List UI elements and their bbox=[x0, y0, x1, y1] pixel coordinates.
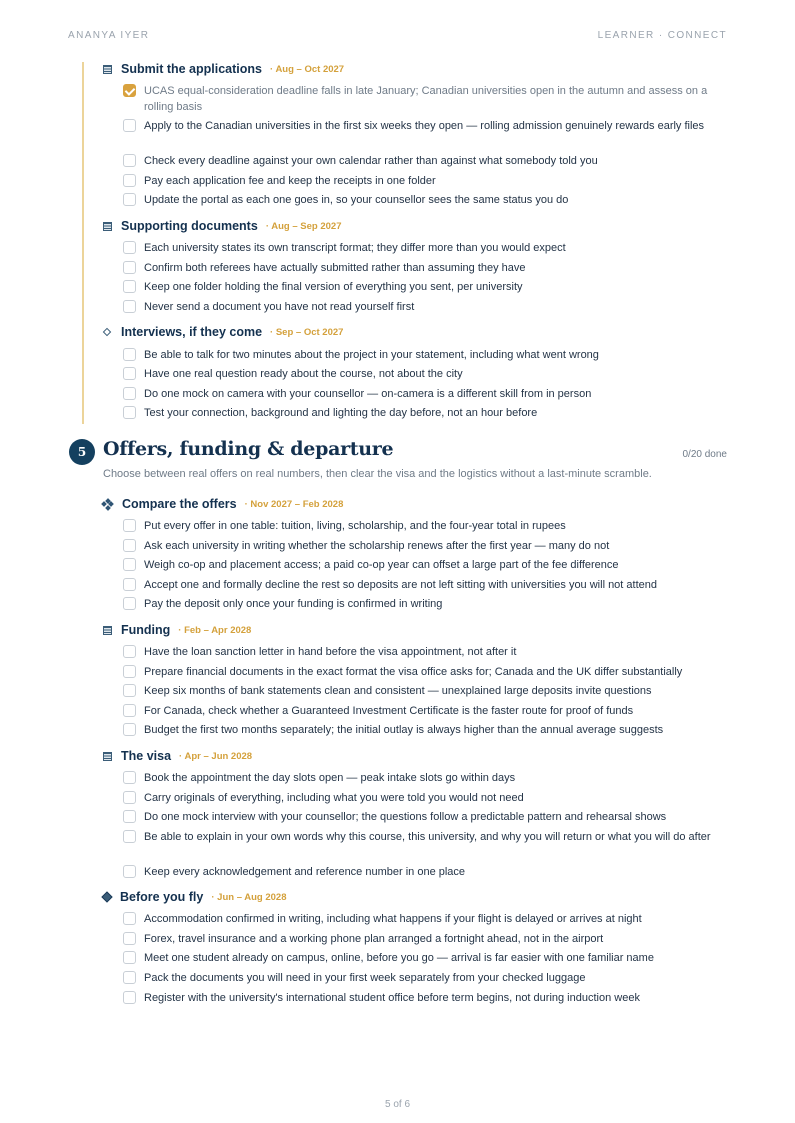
checklist-item bbox=[123, 596, 728, 612]
checkbox[interactable] bbox=[123, 406, 136, 419]
checklist-item bbox=[123, 173, 728, 189]
item-text: Register with the university's international student office before term begins, not during induction week bbox=[144, 992, 640, 1004]
diamond-outline-icon bbox=[103, 328, 111, 336]
group-header-submit bbox=[102, 61, 344, 77]
diamond-filled-icon bbox=[101, 891, 112, 902]
checklist-item bbox=[123, 664, 728, 680]
group-title: Compare the offers bbox=[122, 497, 237, 511]
checklist-item bbox=[123, 770, 728, 786]
checkbox[interactable] bbox=[123, 830, 136, 843]
checkbox[interactable] bbox=[123, 791, 136, 804]
checkbox[interactable] bbox=[123, 912, 136, 925]
section-title: Offers, funding & departure bbox=[103, 438, 394, 460]
item-text: Accommodation confirmed in writing, including what happens if your flight is delayed or arrives at night bbox=[144, 913, 642, 925]
item-text: Book the appointment the day slots open — peak intake slots go within days bbox=[144, 772, 516, 784]
checklist-item bbox=[123, 118, 728, 134]
item-text: Pack the documents you will need in your first week separately from your checked luggage bbox=[144, 972, 586, 984]
checkbox[interactable] bbox=[123, 367, 136, 380]
checklist-item bbox=[123, 518, 728, 534]
checklist-item bbox=[123, 386, 728, 402]
group-date: · Aug – Sep 2027 bbox=[265, 220, 342, 232]
checkbox[interactable] bbox=[123, 645, 136, 658]
group-title: Before you fly bbox=[120, 890, 204, 904]
group-header-funding bbox=[102, 622, 251, 638]
checklist-item bbox=[123, 990, 728, 1006]
checklist-item bbox=[123, 240, 728, 256]
item-text: UCAS equal-consideration deadline falls in late January; Canadian universities open in the autumn and assess on a rolling basis bbox=[144, 85, 708, 113]
checkbox[interactable] bbox=[123, 810, 136, 823]
checkbox-checked[interactable] bbox=[123, 84, 136, 97]
checkbox[interactable] bbox=[123, 684, 136, 697]
item-text: Accept one and formally decline the rest so deposits are not left sitting with universities you will not attend bbox=[144, 579, 657, 591]
item-text: Keep six months of bank statements clean and consistent — unexplained large deposits invite questions bbox=[144, 685, 652, 697]
item-text: Test your connection, background and lighting the day before, not an hour before bbox=[144, 407, 538, 419]
checkbox[interactable] bbox=[123, 387, 136, 400]
task-list-icon bbox=[103, 222, 112, 231]
item-text: Ask each university in writing whether the scholarship renews after the first year — many do not bbox=[144, 540, 610, 552]
checklist-item bbox=[123, 683, 728, 699]
checklist-item bbox=[123, 260, 728, 276]
checklist-item bbox=[123, 299, 728, 315]
page-number: 5 of 6 bbox=[384, 1099, 411, 1110]
checklist-item bbox=[123, 405, 728, 421]
item-text: Be able to explain in your own words why this course, this university, and why you will return or what you will do after bbox=[144, 831, 711, 843]
checklist-item bbox=[123, 538, 728, 554]
item-text: Each university states its own transcript format; they differ more than you would expect bbox=[144, 242, 566, 254]
group-date: · Feb – Apr 2028 bbox=[178, 624, 252, 636]
section-description: Choose between real offers on real numbers, then clear the visa and the logistics without a last-minute scramble. bbox=[103, 468, 652, 480]
item-text: Pay the deposit only once your funding is confirmed in writing bbox=[144, 598, 443, 610]
checkbox[interactable] bbox=[123, 597, 136, 610]
checkbox[interactable] bbox=[123, 991, 136, 1004]
item-text: Never send a document you have not read yourself first bbox=[144, 301, 415, 313]
checklist-item bbox=[123, 703, 728, 719]
item-text: Have the loan sanction letter in hand before the visa appointment, not after it bbox=[144, 646, 517, 658]
page-header bbox=[68, 30, 727, 41]
item-text: Pay each application fee and keep the receipts in one folder bbox=[144, 175, 436, 187]
item-text: Check every deadline against your own calendar rather than against what somebody told you bbox=[144, 155, 598, 167]
group-date: · Aug – Oct 2027 bbox=[270, 63, 345, 75]
item-text: Do one mock interview with your counsellor; the questions follow a predictable pattern and rehearsal shows bbox=[144, 811, 667, 823]
item-text: Put every offer in one table: tuition, living, scholarship, and the four-year total in rupees bbox=[144, 520, 566, 532]
checkbox[interactable] bbox=[123, 300, 136, 313]
checklist-item bbox=[123, 790, 728, 806]
checkbox[interactable] bbox=[123, 558, 136, 571]
checkbox[interactable] bbox=[123, 154, 136, 167]
checklist-item bbox=[123, 864, 728, 880]
checklist-item bbox=[123, 347, 728, 363]
checklist-item bbox=[123, 192, 728, 208]
item-text: Budget the first two months separately; the initial outlay is always higher than the annual average suggests bbox=[144, 724, 664, 736]
checklist-item bbox=[123, 809, 728, 825]
checkbox[interactable] bbox=[123, 578, 136, 591]
checkbox[interactable] bbox=[123, 971, 136, 984]
checkbox[interactable] bbox=[123, 348, 136, 361]
checklist-item bbox=[123, 153, 728, 169]
checkbox[interactable] bbox=[123, 241, 136, 254]
checkbox[interactable] bbox=[123, 723, 136, 736]
brand-name: LEARNER · CONNECT bbox=[597, 30, 727, 41]
checklist-item bbox=[123, 557, 728, 573]
item-text: Keep one folder holding the final version of everything you sent, per university bbox=[144, 281, 523, 293]
checklist-item bbox=[123, 950, 728, 966]
item-text: For Canada, check whether a Guaranteed Investment Certificate is the faster route for proof of funds bbox=[144, 705, 634, 717]
checklist-item bbox=[123, 83, 728, 115]
item-text: Prepare financial documents in the exact format the visa office asks for; Canada and the UK differ substantially bbox=[144, 666, 683, 678]
item-text: Apply to the Canadian universities in the first six weeks they open — rolling admission genuinely rewards early files bbox=[144, 120, 705, 132]
group-header-fly bbox=[102, 889, 287, 905]
author-name: ANANYA IYER bbox=[68, 30, 150, 41]
checkbox[interactable] bbox=[123, 771, 136, 784]
checkbox[interactable] bbox=[123, 539, 136, 552]
checkbox[interactable] bbox=[123, 932, 136, 945]
item-text: Keep every acknowledgement and reference number in one place bbox=[144, 866, 466, 878]
group-title: Supporting documents bbox=[121, 219, 258, 233]
group-date: · Sep – Oct 2027 bbox=[270, 326, 344, 338]
checklist-item bbox=[123, 722, 728, 738]
item-text: Update the portal as each one goes in, so your counsellor sees the same status you do bbox=[144, 194, 569, 206]
checkbox[interactable] bbox=[123, 865, 136, 878]
item-text: Carry originals of everything, including what you were told you would not need bbox=[144, 792, 524, 804]
group-header-supporting bbox=[102, 218, 342, 234]
item-text: Meet one student already on campus, online, before you go — arrival is far easier with one familiar name bbox=[144, 952, 654, 964]
checklist-item bbox=[123, 970, 728, 986]
group-header-compare bbox=[102, 496, 343, 512]
item-text: Forex, travel insurance and a working phone plan arranged a fortnight ahead, not in the airport bbox=[144, 933, 604, 945]
group-header-visa bbox=[102, 748, 252, 764]
task-list-icon bbox=[103, 65, 112, 74]
group-title: The visa bbox=[121, 749, 172, 763]
checklist-item bbox=[123, 366, 728, 382]
checkbox[interactable] bbox=[123, 519, 136, 532]
checkbox[interactable] bbox=[123, 119, 136, 132]
item-text: Have one real question ready about the course, not about the city bbox=[144, 368, 463, 380]
task-list-icon bbox=[103, 626, 112, 635]
item-text: Weigh co-op and placement access; a paid co-op year can offset a large part of the fee difference bbox=[144, 559, 619, 571]
group-date: · Jun – Aug 2028 bbox=[211, 891, 287, 903]
section-progress: 0/20 done bbox=[682, 449, 727, 460]
item-text: Confirm both referees have actually submitted rather than assuming they have bbox=[144, 262, 526, 274]
checklist-item bbox=[123, 931, 728, 947]
timeline-line bbox=[82, 62, 84, 424]
checkbox[interactable] bbox=[123, 261, 136, 274]
checklist-item bbox=[123, 279, 728, 295]
item-text: Be able to talk for two minutes about the project in your statement, including what went wrong bbox=[144, 349, 599, 361]
checkbox[interactable] bbox=[123, 951, 136, 964]
checklist-item bbox=[123, 829, 728, 845]
group-date: · Nov 2027 – Feb 2028 bbox=[244, 498, 344, 510]
checkbox[interactable] bbox=[123, 280, 136, 293]
checkbox[interactable] bbox=[123, 665, 136, 678]
task-list-icon bbox=[103, 752, 112, 761]
checklist-item bbox=[123, 911, 728, 927]
checklist-item bbox=[123, 644, 728, 660]
checklist-item bbox=[123, 577, 728, 593]
checkbox[interactable] bbox=[123, 704, 136, 717]
diamonds-cluster-icon bbox=[102, 499, 113, 510]
group-title: Interviews, if they come bbox=[121, 325, 263, 339]
group-title: Submit the applications bbox=[121, 62, 262, 76]
group-title: Funding bbox=[121, 623, 171, 637]
group-date: · Apr – Jun 2028 bbox=[179, 750, 253, 762]
checkbox[interactable] bbox=[123, 193, 136, 206]
item-text: Do one mock on camera with your counsellor — on-camera is a different skill from in person bbox=[144, 388, 592, 400]
group-header-interviews bbox=[102, 324, 343, 340]
checkbox[interactable] bbox=[123, 174, 136, 187]
section-number-badge: 5 bbox=[69, 439, 95, 465]
